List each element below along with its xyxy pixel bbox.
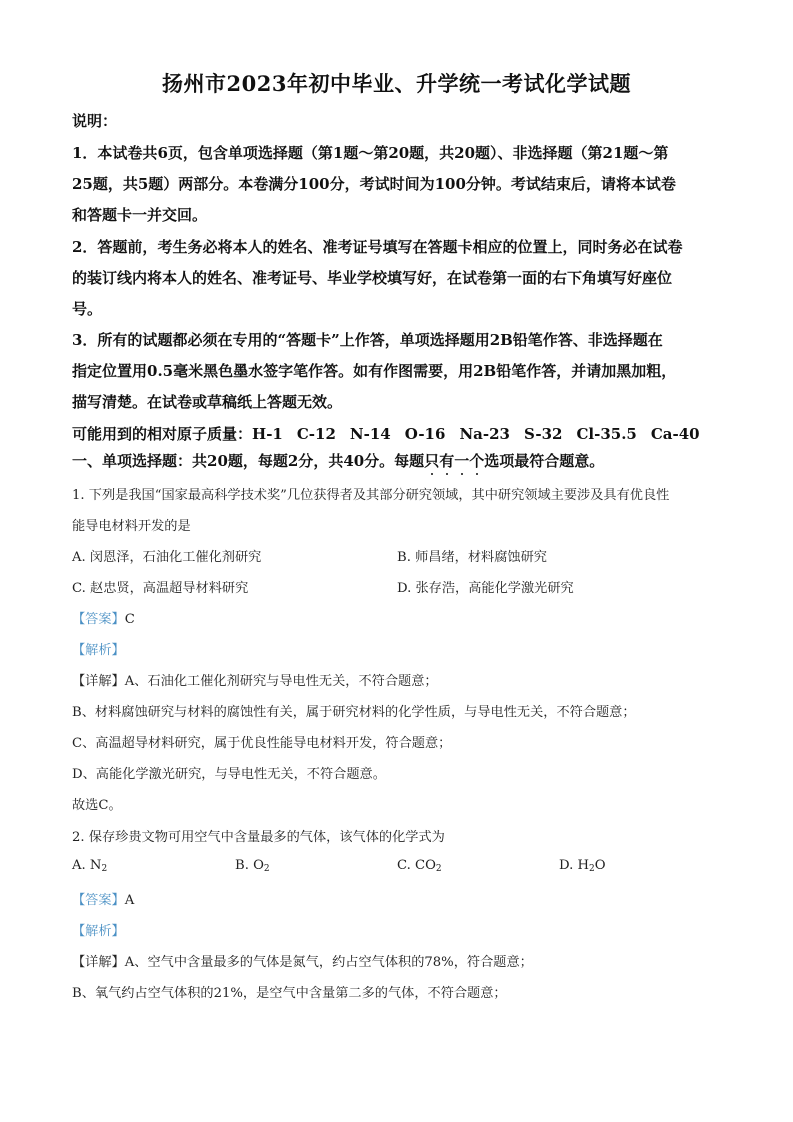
section-heading	[72, 450, 604, 471]
detail-text: A、空气中含量最多的气体是氮气，约占空气体积的78%，符合题意；	[124, 955, 533, 970]
question-1-option-d: D. 张存浩，高能化学激光研究	[397, 581, 574, 596]
option-subscript: 2	[435, 864, 442, 874]
instruction-1-line-1: 1．本试卷共6页，包含单项选择题（第1题～第20题，共20题）、非选择题（第21题～第	[72, 144, 669, 162]
emphasis-char: 只	[424, 452, 440, 470]
question-1-stem-line-2: 能导电材料开发的是	[72, 519, 191, 534]
option-text: O	[594, 858, 606, 873]
atomic-masses	[72, 423, 700, 444]
atomic-mass-item: Na-23	[459, 425, 510, 443]
answer-value: C	[124, 612, 135, 627]
atomic-mass-item: Cl-35.5	[576, 425, 637, 443]
section-heading-suffix: 选项最符合题意。	[484, 452, 605, 470]
answer-value: A	[124, 893, 135, 908]
atomic-mass-item: C-12	[296, 425, 336, 443]
question-2-option-a	[72, 858, 107, 874]
question-1-option-c: C. 赵忠贤，高温超导材料研究	[72, 581, 249, 596]
question-1-option-a: A. 闵恩泽，石油化工催化剂研究	[72, 550, 262, 565]
option-subscript: 2	[101, 864, 108, 874]
instruction-1-line-2: 25题，共5题）两部分。本卷满分100分，考试时间为100分钟。考试结束后，请将本试卷	[72, 175, 676, 193]
question-1-detail-line-2: B、材料腐蚀研究与材料的腐蚀性有关，属于研究材料的化学性质，与导电性无关，不符合题意；	[72, 705, 636, 720]
question-2-stem: 2. 保存珍贵文物可用空气中含量最多的气体，该气体的化学式为	[72, 830, 445, 845]
instruction-1-line-3: 和答题卡一并交回。	[72, 206, 208, 224]
atomic-masses-label: 可能用到的相对原子质量：	[72, 425, 253, 443]
question-2-option-b	[235, 858, 270, 874]
option-text: C. CO	[397, 858, 436, 873]
option-subscript: 2	[263, 864, 270, 874]
atomic-mass-item: S-32	[523, 425, 563, 443]
question-2-detail-line-1	[72, 951, 533, 970]
detail-label: 【详解】	[72, 674, 125, 689]
question-2-answer	[72, 889, 134, 908]
emphasis-char: 一	[454, 452, 470, 470]
atomic-mass-item: H-1	[252, 425, 283, 443]
section-heading-prefix: 一、单项选择题：共20题，每题2分，共40分。每题	[72, 452, 425, 470]
detail-label: 【详解】	[72, 955, 125, 970]
question-1-conclusion: 故选C。	[72, 798, 122, 813]
question-2-analysis	[72, 920, 125, 939]
instructions-heading: 说明：	[72, 112, 118, 130]
option-subscript: 2	[589, 864, 595, 874]
question-1-stem-line-1: 1. 下列是我国“国家最高科学技术奖”几位获得者及其部分研究领域，其中研究领域主要涉及具有优良性	[72, 488, 670, 503]
atomic-mass-item: N-14	[349, 425, 391, 443]
question-1-analysis	[72, 639, 125, 658]
instruction-3-line-2: 指定位置用0.5毫米黑色墨水签字笔作答。如有作图需要，用2B铅笔作答，并请加黑加粗，	[72, 362, 677, 380]
instruction-2-line-3: 号。	[72, 300, 103, 318]
question-1-detail-line-1	[72, 670, 438, 689]
option-text: B. O	[235, 858, 264, 873]
answer-label: 【答案】	[72, 612, 125, 627]
question-1-option-b: B. 师昌绪，材料腐蚀研究	[397, 550, 547, 565]
emphasis-char: 个	[469, 452, 485, 470]
detail-text: A、石油化工催化剂研究与导电性无关，不符合题意；	[124, 674, 438, 689]
question-1-detail-line-3: C、高温超导材料研究，属于优良性能导电材料开发，符合题意；	[72, 736, 452, 751]
instruction-3-line-3: 描写清楚。在试卷或草稿纸上答题无效。	[72, 393, 343, 411]
analysis-label: 【解析】	[72, 924, 125, 939]
question-2-detail-line-2: B、氧气约占空气体积的21%，是空气中含量第二多的气体，不符合题意；	[72, 986, 507, 1001]
option-text: D. H	[559, 858, 589, 873]
instruction-3-line-1: 3．所有的试题都必须在专用的“答题卡”上作答，单项选择题用2B铅笔作答、非选择题在	[72, 331, 663, 349]
option-text: A. N	[72, 858, 102, 873]
answer-label: 【答案】	[72, 893, 125, 908]
question-1-answer	[72, 608, 135, 627]
instruction-2-line-1: 2．答题前，考生务必将本人的姓名、准考证号填写在答题卡相应的位置上，同时务必在试卷	[72, 238, 683, 256]
question-1-detail-line-4: D、高能化学激光研究，与导电性无关，不符合题意。	[72, 767, 386, 782]
analysis-label: 【解析】	[72, 643, 125, 658]
question-2-option-c	[397, 858, 442, 874]
instruction-2-line-2: 的装订线内将本人的姓名、准考证号、毕业学校填写好，在试卷第一面的右下角填写好座位	[72, 269, 673, 287]
atomic-mass-item: O-16	[404, 425, 446, 443]
atomic-mass-item: Ca-40	[650, 425, 700, 443]
emphasis-char: 有	[439, 452, 455, 470]
page-title: 扬州市2023年初中毕业、升学统一考试化学试题	[162, 71, 631, 96]
question-2-option-d	[559, 858, 606, 874]
